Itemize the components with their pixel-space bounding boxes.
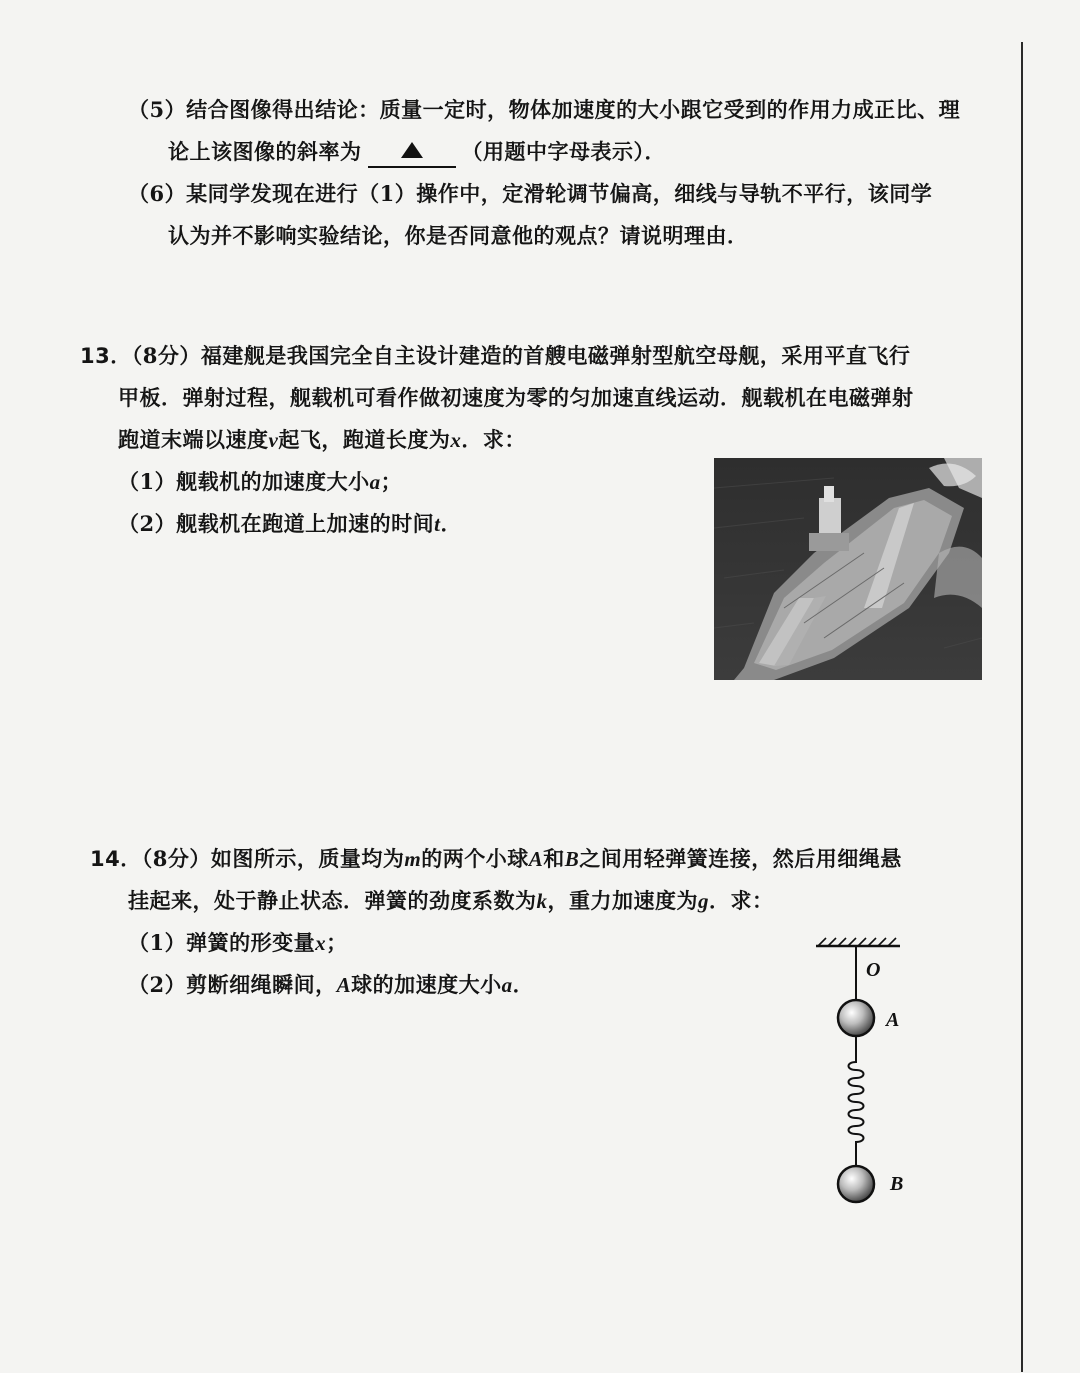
ball-A (838, 1000, 874, 1036)
q13-number: 13． (80, 344, 132, 368)
q13-sub2 (118, 508, 462, 538)
q12-item6-line1: （6）某同学发现在进行（1）操作中，定滑轮调节偏高，细线与导轨不平行，该同学 (128, 181, 933, 206)
q14-var-B: B (564, 847, 580, 871)
aircraft-carrier-image (714, 458, 982, 680)
q12-item5-line2-pre: 论上该图像的斜率为 (168, 139, 362, 164)
q14-line1-c: 和 (543, 846, 565, 871)
q14-sub2 (128, 969, 534, 999)
ball-B (838, 1166, 874, 1202)
q14-var-k: k (536, 889, 548, 913)
q13-sub2-var: t (434, 512, 441, 536)
spring-ball-figure (808, 934, 918, 1214)
label-O: O (866, 959, 881, 981)
q13-var-x: x (450, 428, 462, 452)
q14-line2-a: 挂起来，处于静止状态．弹簧的劲度系数为 (128, 888, 537, 913)
q13-line3 (118, 424, 526, 454)
aircraft-carrier-photo (714, 458, 982, 680)
q12-item5-line2-post: （用题中字母表示）． (461, 139, 666, 164)
label-A: A (886, 1009, 900, 1031)
q14-number: 14． (90, 847, 142, 871)
q14-line2-c: ．求： (709, 888, 774, 913)
spring (849, 1036, 864, 1166)
q14-line1-b: 的两个小球 (421, 846, 529, 871)
q13-sub1-pre: （1）舰载机的加速度大小 (118, 469, 370, 494)
q14-sub1-pre: （1）弹簧的形变量 (128, 930, 316, 955)
q14-line1 (90, 843, 902, 873)
ceiling-support (816, 938, 900, 946)
page-border-right (1021, 42, 1023, 1372)
q13-line2: 甲板．弹射过程，舰载机可看作做初速度为零的匀加速直线运动．舰载机在电磁弹射 (118, 385, 914, 410)
q14-sub2-var: a (501, 973, 513, 997)
q13-sub2-post: ． (440, 511, 462, 536)
q14-sub2-post: ． (512, 972, 535, 997)
q13-sub1-post: ； (380, 469, 403, 494)
q13-line1-text: （8分）福建舰是我国完全自主设计建造的首艘电磁弹射型航空母舰，采用平直飞行 (131, 343, 911, 368)
q14-line2-b: ，重力加速度为 (547, 888, 698, 913)
q13-sub1 (118, 466, 402, 496)
q12-item5-line2 (168, 136, 666, 166)
q13-line1 (80, 340, 910, 370)
triangle-icon (401, 142, 423, 158)
q14-var-A: A (528, 847, 544, 871)
q14-sub1-post: ； (326, 930, 348, 955)
q14-var-m: m (404, 847, 422, 871)
q13-var-v: v (268, 428, 279, 452)
q13-line3-post: ．求： (461, 427, 526, 452)
q12-item5-line1: （5）结合图像得出结论：质量一定时，物体加速度的大小跟它受到的作用力成正比、理 (128, 97, 961, 122)
q14-sub2-var-A: A (336, 973, 352, 997)
q14-sub2-mid: 球的加速度大小 (351, 972, 502, 997)
q14-line2 (128, 885, 774, 915)
label-B: B (890, 1173, 904, 1195)
q13-sub1-var: a (369, 470, 381, 494)
spring-diagram (808, 934, 918, 1214)
q14-sub1-var: x (315, 931, 327, 955)
q14-sub2-pre: （2）剪断细绳瞬间， (128, 972, 337, 997)
q14-line1-a: （8分）如图所示，质量均为 (141, 846, 405, 871)
q14-var-g: g (698, 889, 709, 913)
q14-sub1 (128, 927, 348, 957)
q13-line3-mid: 起飞，跑道长度为 (278, 427, 451, 452)
answer-blank (368, 141, 456, 168)
q14-line1-d: 之间用轻弹簧连接，然后用细绳悬 (579, 846, 902, 871)
q12-item6-line2: 认为并不影响实验结论，你是否同意他的观点？请说明理由． (168, 223, 749, 248)
q13-line3-pre: 跑道末端以速度 (118, 427, 269, 452)
q13-sub2-pre: （2）舰载机在跑道上加速的时间 (118, 511, 435, 536)
